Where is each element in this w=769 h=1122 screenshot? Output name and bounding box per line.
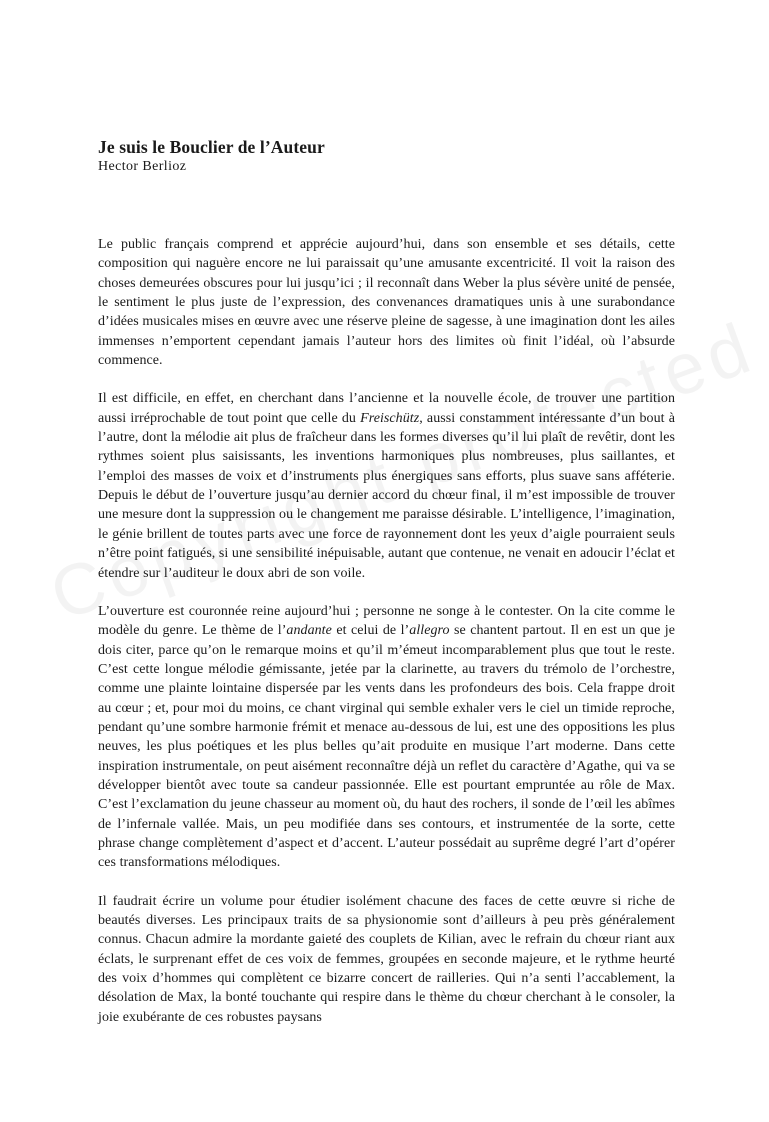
paragraph xyxy=(98,892,675,1027)
text-segment: et celui de l’ xyxy=(331,623,410,639)
italic-title: andante xyxy=(286,623,332,639)
chapter-title: Je suis le Bouclier de l’Auteur xyxy=(98,137,325,157)
text-segment: Il est difficile, en effet, en cherchant dans l’ancienne et la nouvelle école, de trouver une partition aussi irréprochable de tout point que celle du xyxy=(98,391,675,426)
author-name: Hector Berlioz xyxy=(98,159,187,174)
text-segment: L’ouverture est couronnée reine aujourd’hui ; personne ne songe à le contester. On la cite comme le modèle du genre. Le thème de l’ xyxy=(98,603,675,639)
paragraph xyxy=(98,389,675,582)
text-segment: se chantent partout. Il en est un que je dois citer, parce qu’on le remarque moins et qu’il m’émeut incomparablement plus que tout le reste. C’est cette longue mélodie gémissante, jetée par la clarinette, au travers du trémolo de l’orchestre, comme une plainte lointaine dispersée par les vents dans les profondeurs des bois. Cela frappe droit au cœur ; et, pour moi du moins, ce chant virginal qui semble exhaler vers le ciel un timide reproche, pendant qu’une sombre harmonie frémit et menace au-dessous de lui, est une des oppositions les plus neuves, les plus poétiques et les plus belles qu’ait produite en musique l’art moderne. Dans cette inspiration instrumentale, on peut aisément reconnaître déjà un reflet du caractère d’Agathe, qui va se développer bientôt avec toute sa candeur passionnée. Elle est pourtant empruntée au rôle de Max. C’est l’exclamation du jeune chasseur au moment où, du haut des rochers, il sonde de l’œil les abîmes de l’infernale vallée. Mais, un peu modifiée dans ses contours, et instrumentée de la sorte, cette phrase change complètement d’aspect et d’accent. L’auteur possédait au suprême degré l’art d’opérer ces transformations mélodiques. xyxy=(98,623,675,871)
paragraph xyxy=(98,235,675,370)
body-text xyxy=(98,235,675,1046)
chapter-header xyxy=(98,136,325,176)
text-segment: Il faudrait écrire un volume pour étudier isolément chacune des faces de cette œuvre si riche de beautés diverses. Les principaux traits de sa physionomie sont d’ailleurs à peu près généralement connus. Chacun admire la mordante gaieté des couplets de Kilian, avec le refrain du chœur riant aux éclats, le surprenant effet de ces voix de femmes, groupées en seconde majeure, et le rythme heurté des voix d’hommes qui complètent ce bizarre concert de railleries. Qui n’a senti l’accablement, la désolation de Max, la bonté touchante qui respire dans le thème du chœur cherchant à le consoler, la joie exubérante de ces robustes paysans xyxy=(98,893,675,1025)
text-segment: Le public français comprend et apprécie aujourd’hui, dans son ensemble et ses détails, cette composition qui naguère encore ne lui paraissait qu’une amusante excentricité. Il voit la raison des choses demeurées obscures pour lui jusqu’ici ; il reconnaît dans Weber la plus sévère unité de pensée, le sentiment le plus juste de l’expression, des convenances dramatiques unis à une surabondance d’idées musicales mises en œuvre avec une réserve pleine de sagesse, à une imagination dont les ailes immenses n’emportent cependant jamais l’auteur hors des limites où finit l’idéal, où l’absurde commence. xyxy=(98,237,675,369)
italic-title: Freischütz xyxy=(360,410,420,426)
text-segment: , aussi constamment intéressante d’un bout à l’autre, dont la mélodie ait plus de fraîcheur dans les formes diverses qu’il lui plaît de revêtir, dont les rythmes soient plus saisissants, les inventions harmoniques plus nombreuses, plus saillantes, et l’emploi des masses de voix et d’instruments plus énergiques sans efforts, plus suave sans afféterie. Depuis le début de l’ouverture jusqu’au dernier accord du chœur final, il m’est impossible de trouver une mesure dont la suppression ou le changement me paraisse désirable. L’intelligence, l’imagination, le génie brillent de toutes parts avec une force de rayonnement dont les yeux d’aigle pourraient seuls n’être point fatigués, si une sensibilité inépuisable, autant que contenue, ne venait en adoucir l’éclat et étendre sur l’auditeur le doux abri de son voile. xyxy=(98,410,675,581)
italic-title: allegro xyxy=(409,623,450,639)
paragraph xyxy=(98,602,675,873)
